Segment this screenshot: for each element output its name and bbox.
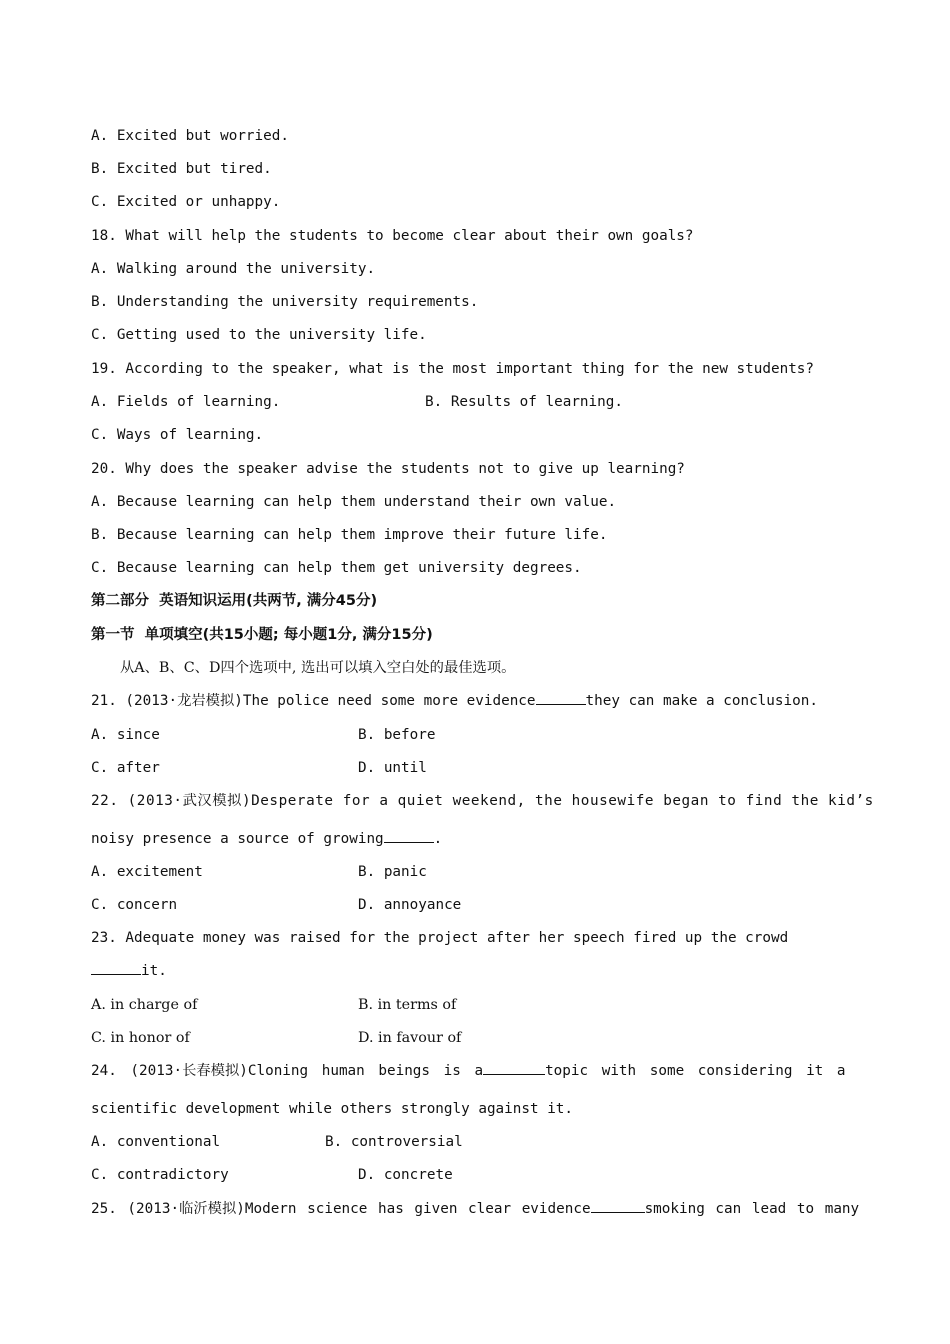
option-line: B. before bbox=[358, 727, 436, 743]
answer-blank bbox=[591, 1200, 645, 1213]
instructions: 从A、B、C、D四个选项中, 选出可以填入空白处的最佳选项。 bbox=[120, 660, 516, 676]
option-line: B. Because learning can help them improve their future life. bbox=[91, 527, 608, 543]
question-23: 23. Adequate money was raised for the project after her speech fired up the crowd bbox=[91, 930, 789, 946]
option-line: C. Getting used to the university life. bbox=[91, 327, 427, 343]
question-23-line2: it. bbox=[91, 962, 167, 980]
answer-blank bbox=[384, 830, 434, 843]
option-line: A. excitement bbox=[91, 864, 203, 880]
option-line: C. contradictory bbox=[91, 1167, 229, 1183]
question-25: 25. (2013·临沂模拟)Modern science has given clear evidence smoking can lead to many bbox=[91, 1201, 860, 1217]
option-line: A. in charge of bbox=[91, 997, 198, 1013]
section-heading: 第一节 单项填空(共15小题; 每小题1分, 满分15分) bbox=[91, 627, 433, 643]
option-line: A. Walking around the university. bbox=[91, 261, 376, 277]
option-line: B. Results of learning. bbox=[425, 394, 623, 410]
option-line: B. Understanding the university requirements. bbox=[91, 294, 479, 310]
question-24-line2: scientific development while others strongly against it. bbox=[91, 1101, 574, 1117]
part-heading: 第二部分 英语知识运用(共两节, 满分45分) bbox=[91, 593, 378, 609]
option-line: D. annoyance bbox=[358, 897, 462, 913]
answer-blank bbox=[91, 962, 141, 975]
option-line: A. since bbox=[91, 727, 160, 743]
option-line: B. controversial bbox=[325, 1134, 463, 1150]
option-line: A. Excited but worried. bbox=[91, 128, 289, 144]
question-24: 24. (2013·长春模拟)Cloning human beings is a topic with some considering it a bbox=[91, 1063, 846, 1079]
question-21: 21. (2013·龙岩模拟)The police need some more evidence they can make a conclusion. bbox=[91, 693, 818, 709]
answer-blank bbox=[483, 1062, 545, 1075]
option-line: D. until bbox=[358, 760, 427, 776]
option-line: C. concern bbox=[91, 897, 178, 913]
option-line: A. Fields of learning. bbox=[91, 394, 281, 410]
option-line: B. Excited but tired. bbox=[91, 161, 272, 177]
answer-blank bbox=[536, 692, 586, 705]
option-line: B. in terms of bbox=[358, 997, 457, 1013]
option-line: A. Because learning can help them understand their own value. bbox=[91, 494, 617, 510]
question-22: 22. (2013·武汉模拟)Desperate for a quiet weekend, the housewife began to find the kid’s bbox=[91, 793, 874, 809]
question-22-line2: noisy presence a source of growing . bbox=[91, 831, 443, 847]
option-line: C. Excited or unhappy. bbox=[91, 194, 281, 210]
option-line: A. conventional bbox=[91, 1134, 221, 1150]
option-line: B. panic bbox=[358, 864, 427, 880]
option-line: C. after bbox=[91, 760, 160, 776]
option-line: C. Because learning can help them get university degrees. bbox=[91, 560, 582, 576]
question-19: 19. According to the speaker, what is the most important thing for the new students? bbox=[91, 361, 815, 377]
question-18: 18. What will help the students to become clear about their own goals? bbox=[91, 228, 694, 244]
option-line: C. Ways of learning. bbox=[91, 427, 264, 443]
option-line: C. in honor of bbox=[91, 1030, 190, 1046]
option-line: D. in favour of bbox=[358, 1030, 462, 1046]
question-20: 20. Why does the speaker advise the students not to give up learning? bbox=[91, 461, 685, 477]
option-line: D. concrete bbox=[358, 1167, 453, 1183]
